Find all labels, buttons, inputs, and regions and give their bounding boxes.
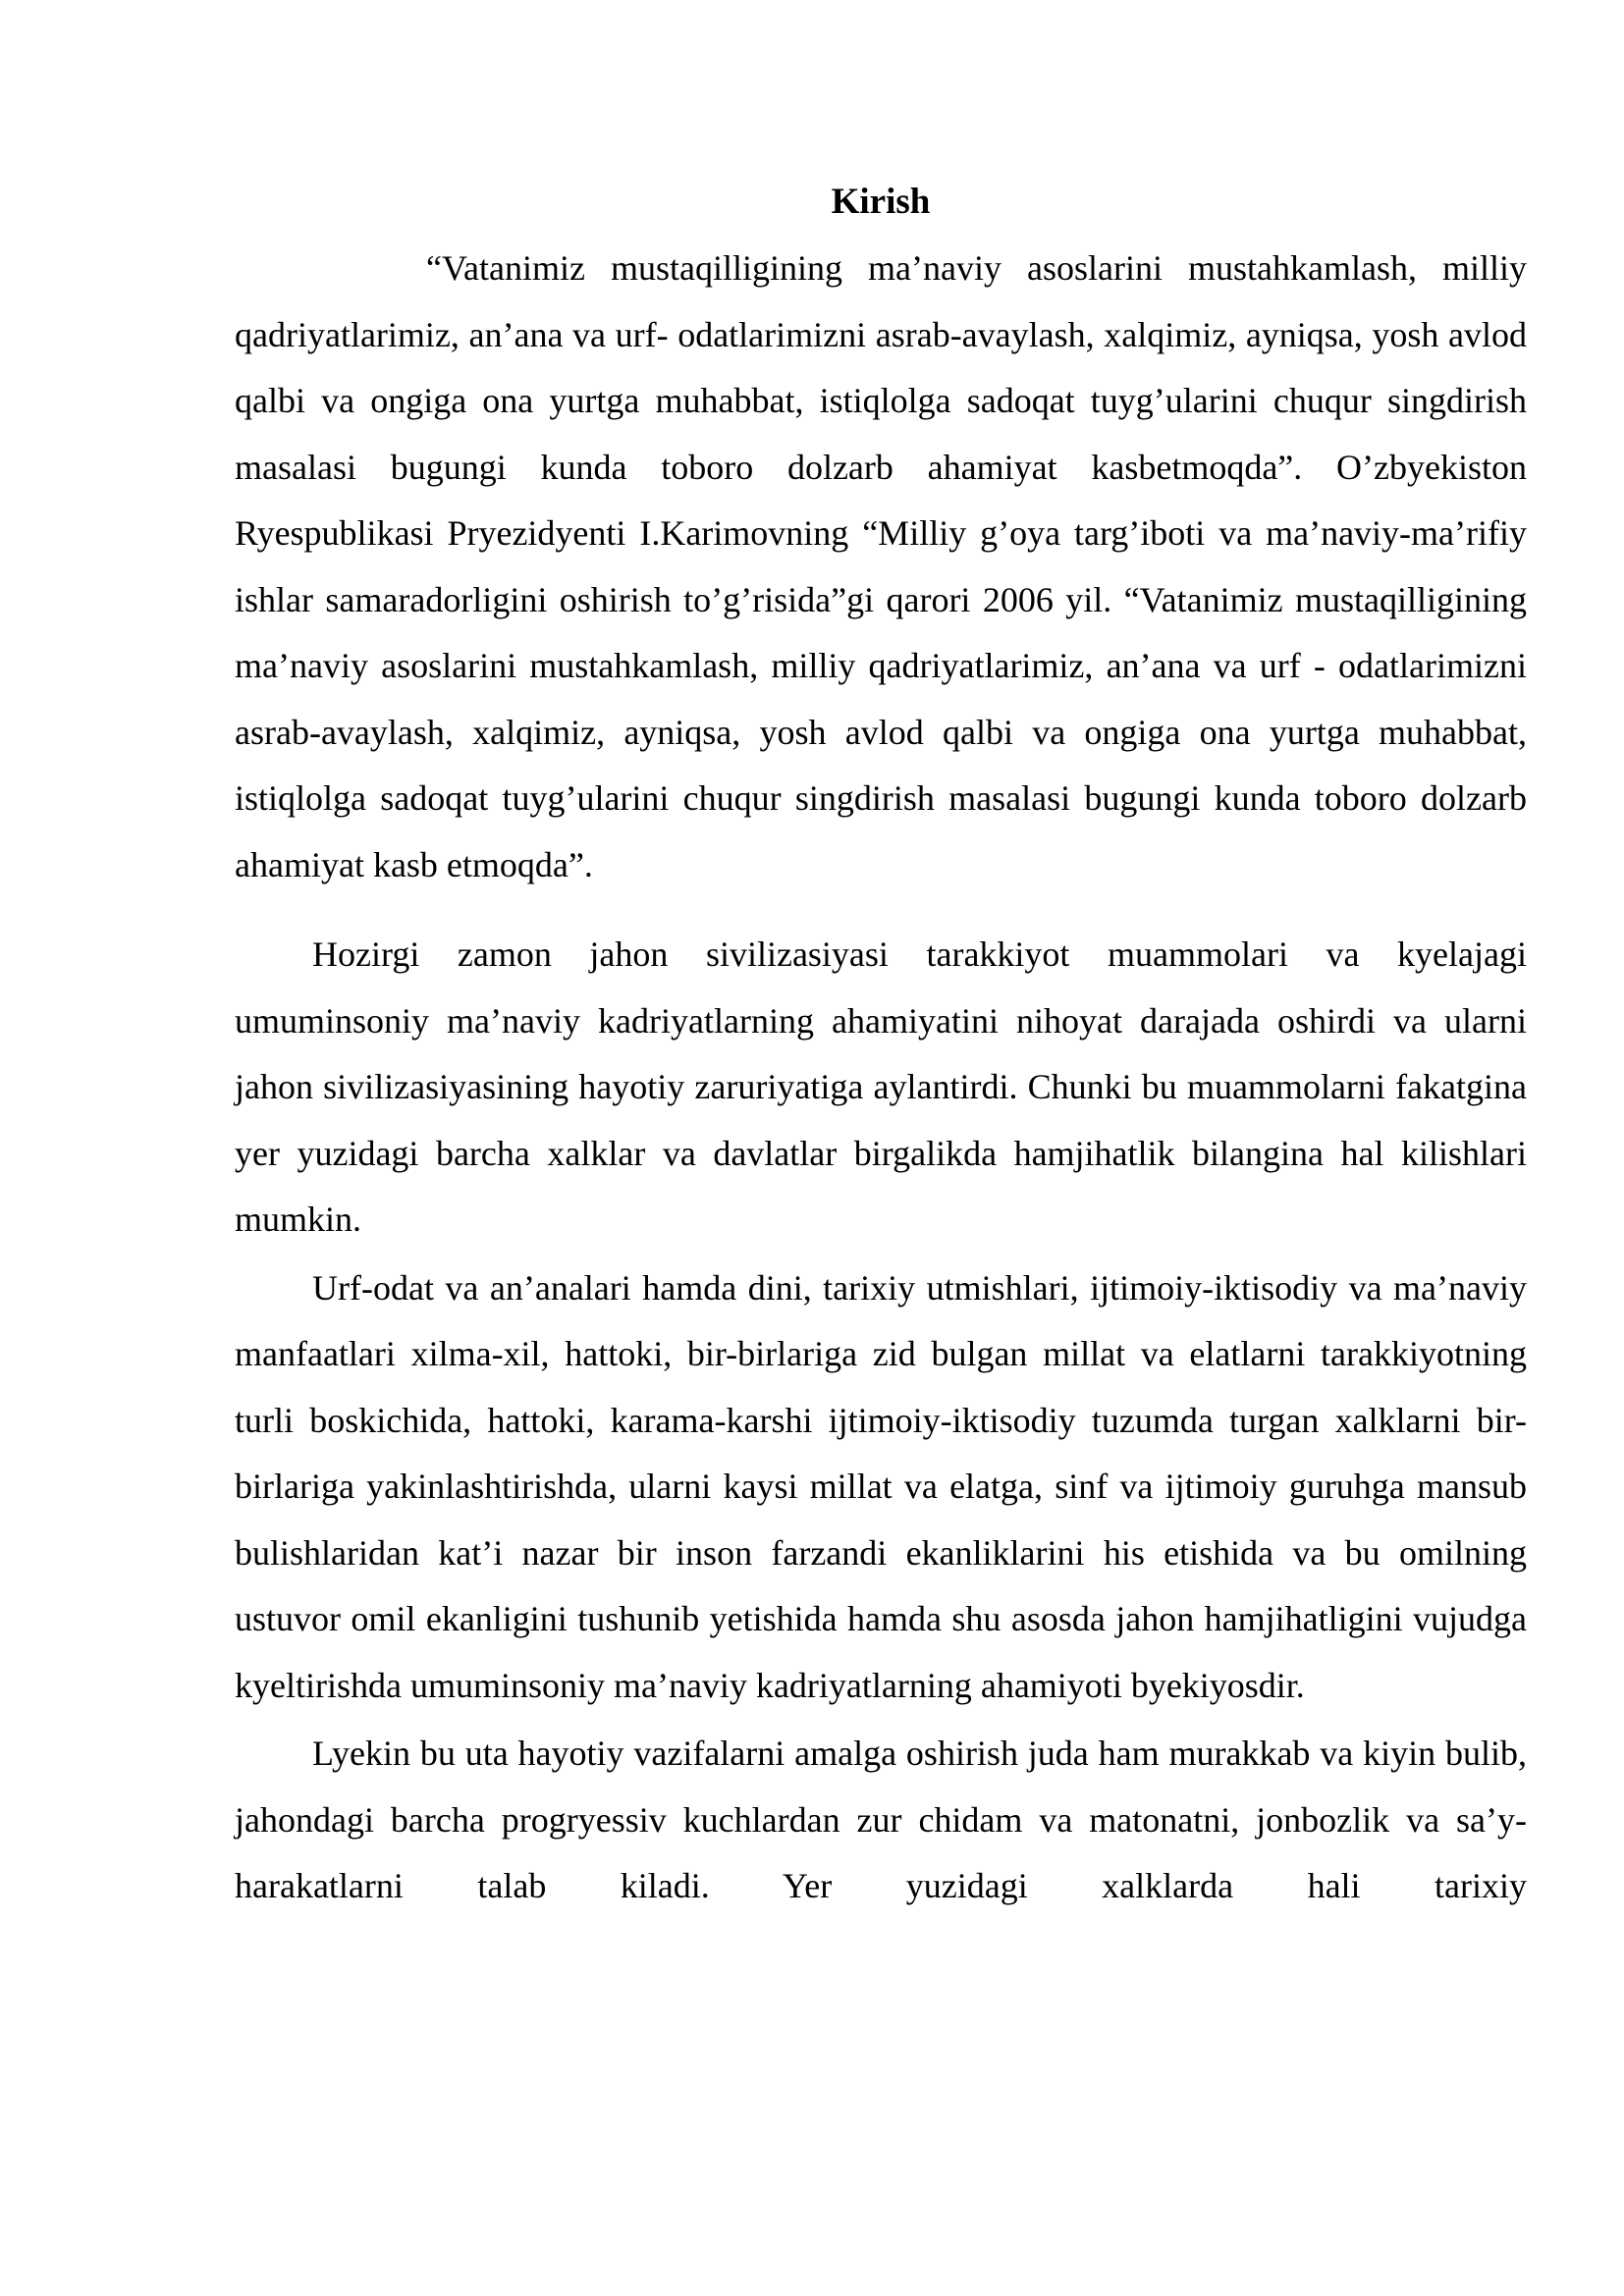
paragraph-3: Urf-odat va an’analari hamda dini, tarixiy utmishlari, ijtimoiy-iktisodiy va ma’naviy manfaatlari xilma-xil, hattoki, bir-birlariga zid bulgan millat va elatlarni tarakkiyotning turli boskichida, hattoki, karama-karshi ijtimoiy-iktisodiy tuzumda turgan xalklarni bir-birlariga yakinlashtirishda, ularni kaysi millat va elatga, sinf va ijtimoiy guruhga mansub bulishlaridan kat’i nazar bir inson farzandi ekanliklarini his etishida va bu omilning ustuvor omil ekanligini tushunib yetishida hamda shu asosda jahon hamjihatligini vujudga kyeltirishda umuminsoniy ma’naviy kadriyatlarning ahamiyoti byekiyosdir.: [235, 1267, 1527, 1705]
paragraph-2: Hozirgi zamon jahon sivilizasiyasi tarakkiyot muammolari va kyelajagi umuminsoniy ma’naviy kadriyatlarning ahamiyatini nihoyat darajada oshirdi va ularni jahon sivilizasiyasining hayotiy zaruriyatiga aylantirdi. Chunki bu muammolarni fakatgina yer yuzidagi barcha xalklar va davlatlar birgalikda hamjihatlik bilangina hal kilishlari mumkin.: [235, 934, 1527, 1239]
page-content: [235, 177, 1527, 1920]
paragraph-4: Lyekin bu uta hayotiy vazifalarni amalga oshirish juda ham murakkab va kiyin bulib, jahondagi barcha progryessiv kuchlardan zur chidam va matonatni, jonbozlik va sa’y-harakatlarni talab kiladi. Yer yuzidagi xalklarda hali tarixiy: [235, 1734, 1527, 1905]
paragraph-quote: “Vatanimiz mustaqilligining ma’naviy asoslarini mustahkamlash, milliy qadriyatlarimiz, an’ana va urf- odatlarimizni asrab-avaylash, xalqimiz, ayniqsa, yosh avlod qalbi va ongiga ona yurtga muhabbat, istiqlolga sadoqat tuyg’ularini chuqur singdirish masalasi bugungi kunda toboro dolzarb ahamiyat kasbetmoqda”. O’zbyekiston Ryespublikasi Pryezidyenti I.Karimovning “Milliy g’oya targ’iboti va ma’naviy-ma’rifiy ishlar samaradorligini oshirish to’g’risida”gi qarori 2006 yil. “Vatanimiz mustaqilligining ma’naviy asoslarini mustahkamlash, milliy qadriyatlarimiz, an’ana va urf - odatlarimizni asrab-avaylash, xalqimiz, ayniqsa, yosh avlod qalbi va ongiga ona yurtga muhabbat, istiqlolga sadoqat tuyg’ularini chuqur singdirish masalasi bugungi kunda toboro dolzarb ahamiyat kasb etmoqda”.: [235, 248, 1527, 884]
page-title: Kirish: [831, 182, 931, 222]
